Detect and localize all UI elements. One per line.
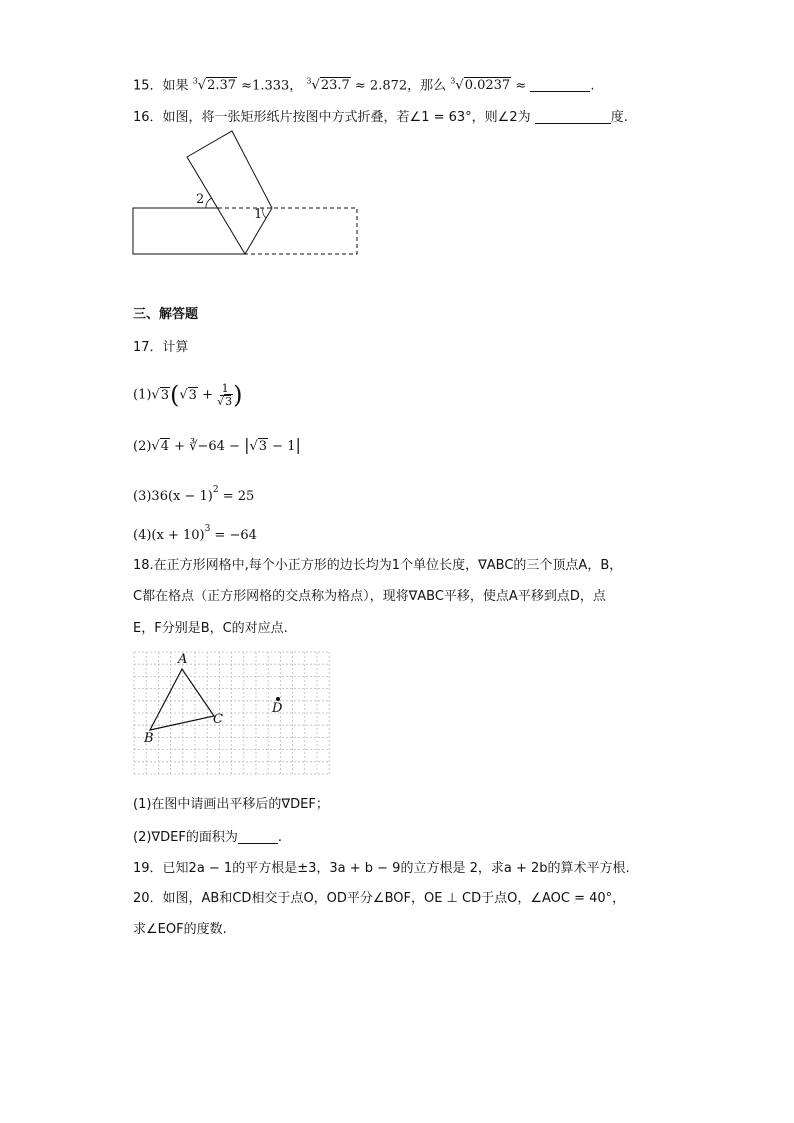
q15-line: 15．如果 $^3$√2.37 ≈1.333， $^3$√23.7 ≈ 2.872，那么 $^3$√0.0237 ≈ . (133, 77, 595, 94)
q15-value-2: ≈ 2.872，那么 (354, 78, 447, 94)
q20-line1: 20．如图，AB和CD相交于点O，OD平分∠BOF，OE ⊥ CD于点O，∠AOC = 40°， (133, 891, 626, 906)
q18-line2: C都在格点（正方形网格的交点称为格点），现将∇ABC平移，使点A平移到点D，点 (133, 589, 606, 604)
q18-line1: 18.在正方形网格中,每个小正方形的边长均为1个单位长度，∇ABC的三个顶点A，B， (133, 558, 623, 573)
label-b: B (144, 731, 154, 746)
q15-answer-blank[interactable] (530, 77, 590, 92)
q15-value-3: ≈ (515, 78, 527, 94)
q15-radicand-2: 23.7 (320, 78, 350, 94)
q16-answer-blank[interactable] (535, 109, 611, 124)
q17-part3: $(3)36(x - 1)^2 = 25$ (133, 485, 255, 504)
q18-area-blank[interactable] (238, 829, 278, 844)
q17-part1: (1)√3(√3 + $\frac{1}{√3}$ ) (133, 381, 243, 409)
q16-line: 16．如图，将一张矩形纸片按图中方式折叠，若∠1 = 63°，则∠2为 度. (133, 110, 628, 125)
label-c: C (213, 712, 223, 727)
q17-part4: $(4)(x + 10)^3 = -64$ (133, 524, 257, 543)
q17-part2: (2)√4 + ∛−64 − |√3 − 1| (133, 435, 301, 454)
q15-num: 15．如果 (133, 78, 189, 94)
q15-radicand-1: 2.37 (207, 78, 237, 94)
q18-sub2: (2)∇DEF的面积为 . (133, 830, 282, 845)
q15-value-1: ≈1.333， (241, 78, 303, 94)
label-d: D (272, 701, 283, 716)
q19-text: 19．已知2a − 1的平方根是±3，3a + b − 9的立方根是 2，求a + 2b的算术平方根. (133, 861, 630, 876)
angle-1-label: 1 (254, 207, 263, 222)
triangle-abc (150, 669, 214, 730)
q16-text: 16．如图，将一张矩形纸片按图中方式折叠，若∠1 = 63°，则∠2为 (133, 110, 531, 125)
q18-sub1: (1)在图中请画出平移后的∇DEF； (133, 797, 329, 812)
q17-title: 17．计算 (133, 340, 189, 355)
label-a: A (178, 652, 188, 667)
section-heading: 三、解答题 (133, 307, 199, 322)
angle-2-label: 2 (196, 192, 205, 207)
q15-radicand-3: 0.0237 (464, 78, 511, 94)
q18-line3: E，F分别是B，C的对应点. (133, 621, 288, 636)
q20-line2: 求∠EOF的度数. (133, 922, 227, 937)
